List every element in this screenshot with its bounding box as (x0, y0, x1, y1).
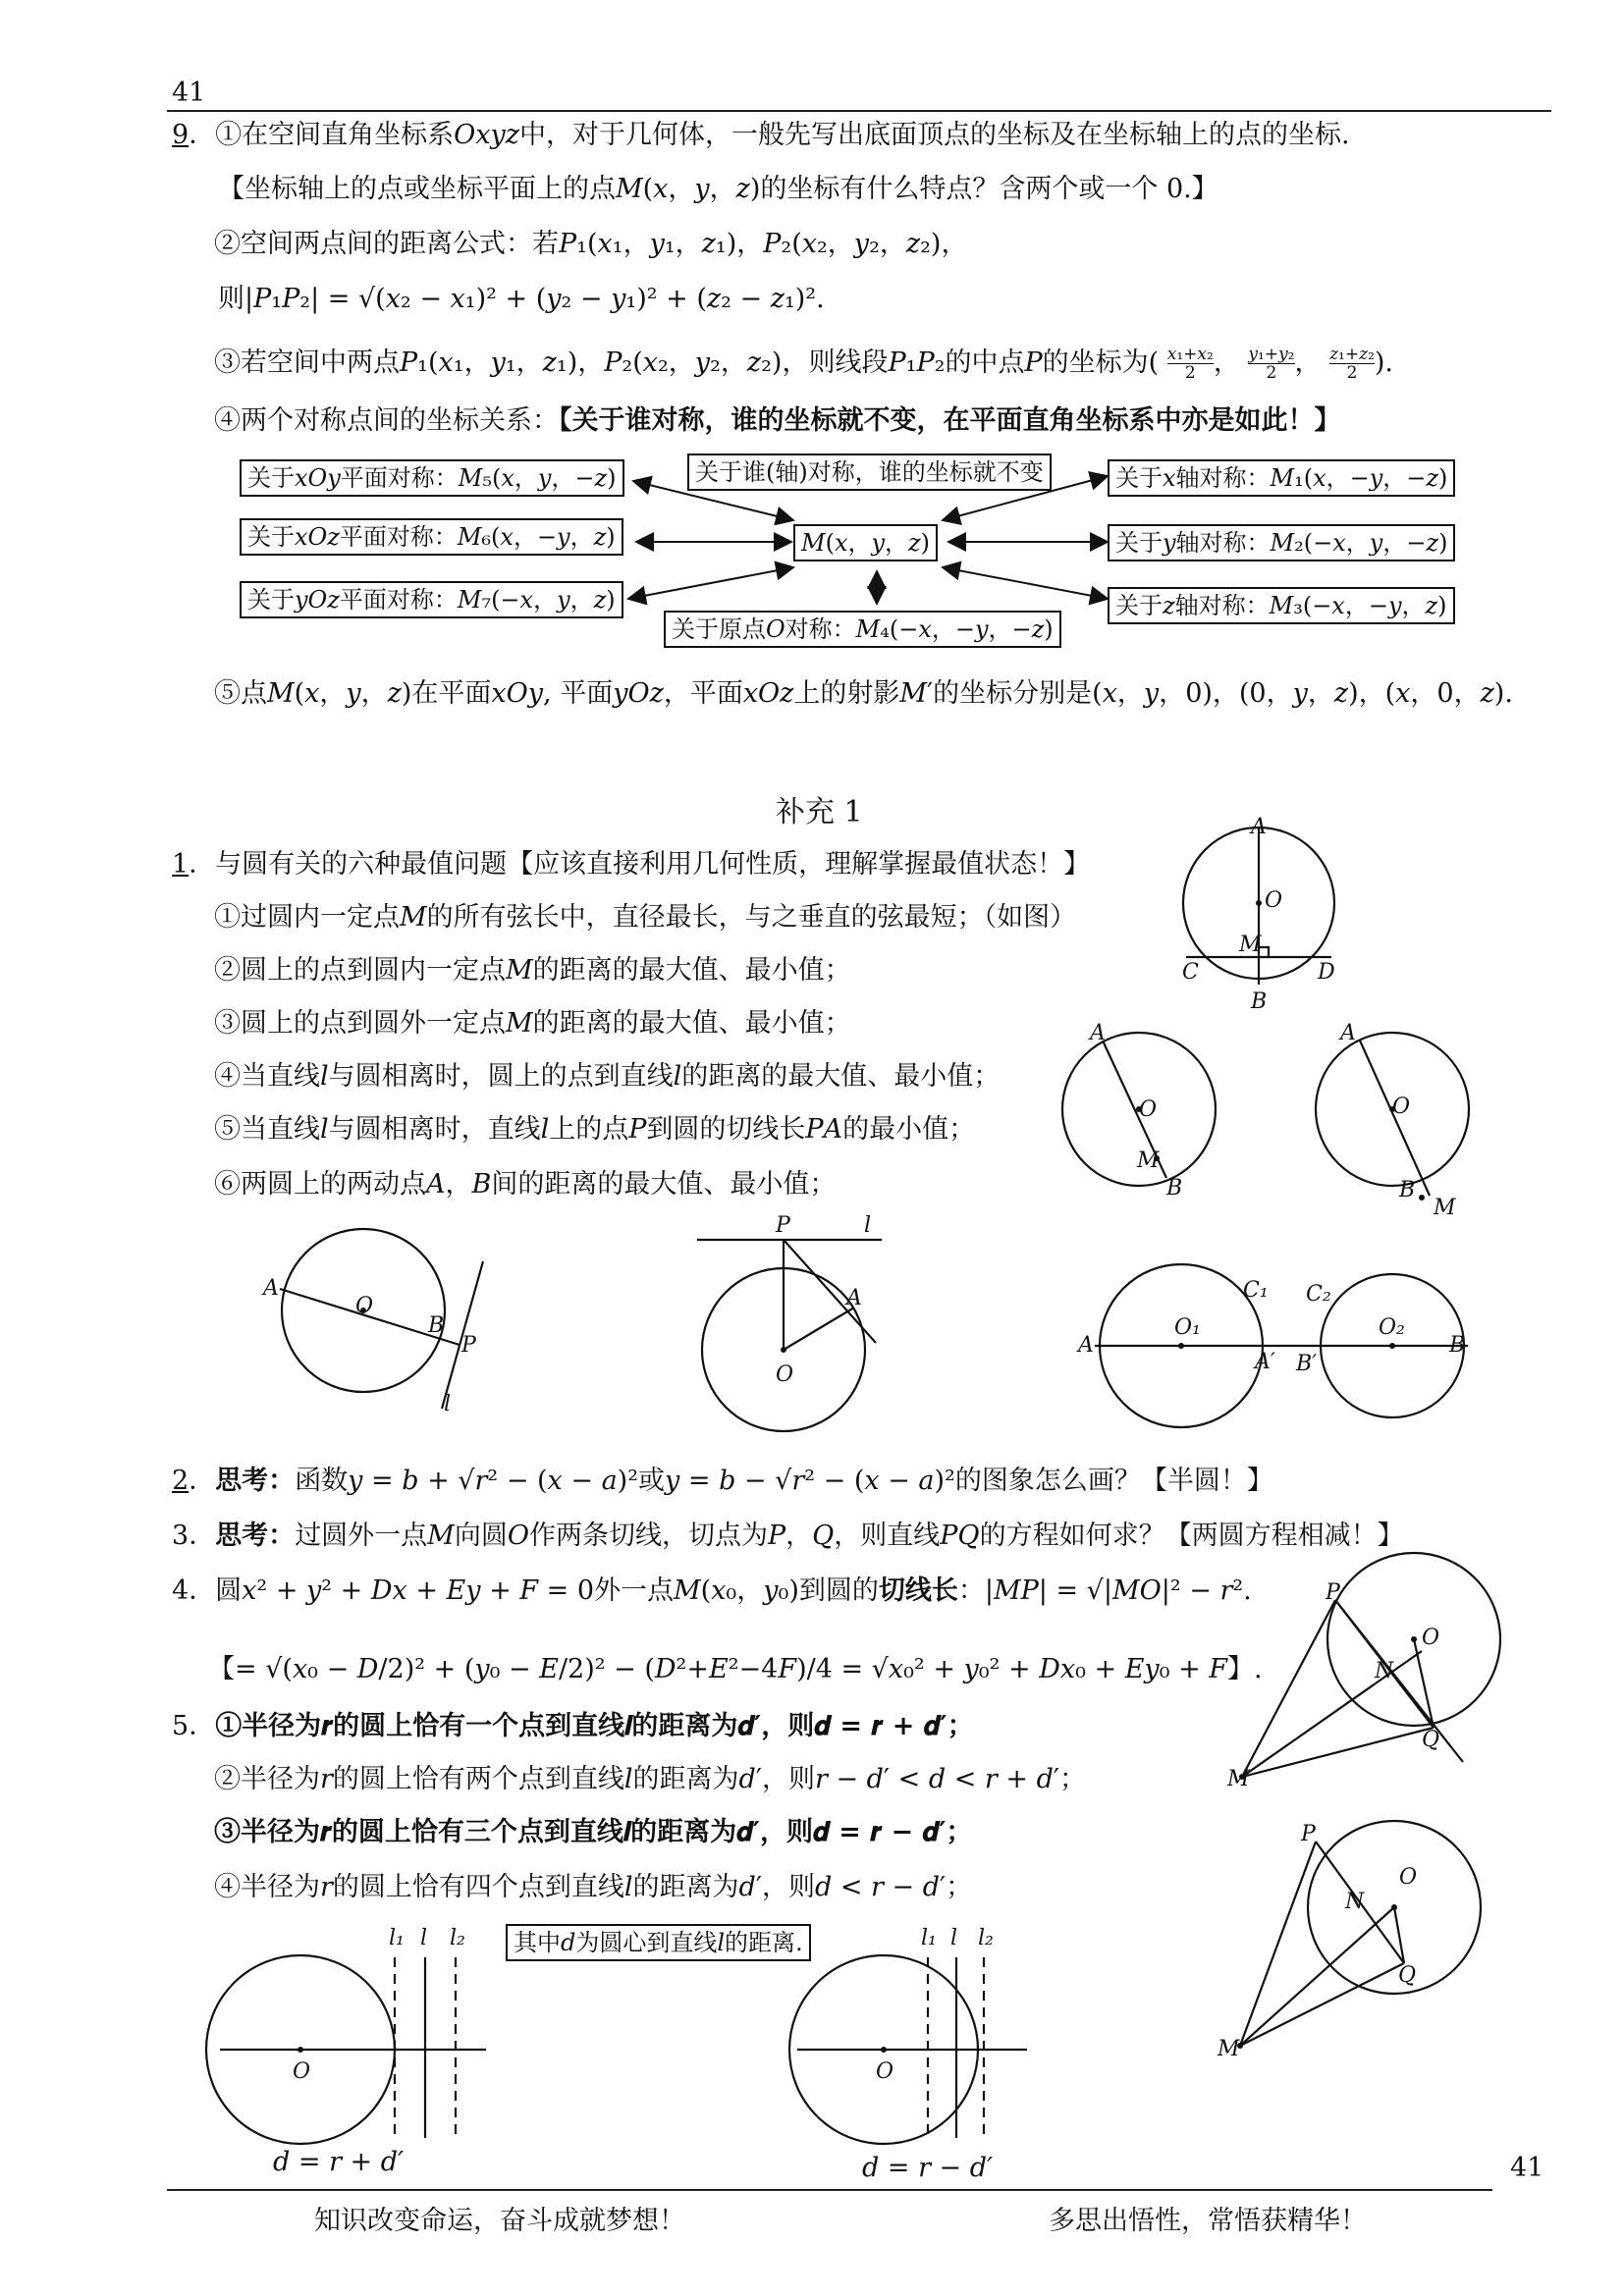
footer-right: 多思出悟性，常悟获精华！ (1049, 2206, 1367, 2236)
item1-line: ④当直线𝑙与圆相离时，圆上的点到直线𝑙的距离的最大值、最小值； (214, 1061, 1001, 1092)
label-Bp: 𝐵′ (1296, 1352, 1318, 1376)
label-M: 𝑀 (1239, 933, 1262, 957)
item5-line2: ②半径为𝑟的圆上恰有两个点到直线𝑙的距离为𝑑′，则𝑟 − 𝑑′ < 𝑑 < 𝑟 + 𝑑′； (214, 1764, 1087, 1794)
label-B: 𝐵 (1399, 1178, 1416, 1202)
label-P: 𝑃 (461, 1333, 476, 1358)
label-B: 𝐵 (1166, 1176, 1183, 1201)
label-O: 𝑂 (293, 2059, 311, 2084)
section9-line6: ④两个对称点间的坐标关系：【关于谁对称，谁的坐标就不变，在平面直角坐标系中亦是如此！】 (214, 405, 1341, 436)
label-P: 𝑃 (1326, 1580, 1340, 1605)
section9-line1: 9．①在空间直角坐标系𝑂𝑥𝑦𝑧中，对于几何体，一般先写出底面顶点的坐标及在坐标轴上的点的坐标. (172, 120, 1350, 150)
label-l2: 𝑙₂ (450, 1926, 465, 1950)
label-A: 𝐴 (1090, 1021, 1106, 1045)
label-O: 𝑂 (1392, 1095, 1411, 1119)
sym-yoz-box: 关于𝑦𝑂𝑧平面对称：𝑀₇(−𝑥，𝑦，𝑧) (240, 581, 623, 618)
label-B: 𝐵 (428, 1313, 445, 1338)
label-O2: 𝑂₂ (1379, 1315, 1405, 1340)
footer-left: 知识改变命运，奋斗成就梦想！ (314, 2206, 685, 2236)
label-C1: 𝐶₁ (1243, 1278, 1269, 1303)
label-A: 𝐴 (1340, 1021, 1356, 1045)
frac-z: 𝑧₁+𝑧₂ 2 (1329, 345, 1375, 383)
label-M: 𝑀 (1434, 1196, 1456, 1220)
caption-d2: 𝑑 = 𝑟 − 𝑑′ (862, 2153, 994, 2183)
section9-line2: 【坐标轴上的点或坐标平面上的点𝑀(𝑥，𝑦，𝑧)的坐标有什么特点？含两个或一个 0.】 (218, 174, 1218, 204)
label-l1: 𝑙₁ (921, 1926, 937, 1950)
section9-line3: ②空间两点间的距离公式：若𝑃₁(𝑥₁，𝑦₁，𝑧₁)，𝑃₂(𝑥₂，𝑦₂，𝑧₂)， (214, 229, 968, 259)
label-l1: 𝑙₁ (389, 1926, 405, 1950)
label-O: 𝑂 (1399, 1865, 1418, 1890)
label-l: 𝑙 (864, 1213, 872, 1238)
label-B: 𝐵 (1251, 989, 1268, 1014)
label-l: 𝑙 (420, 1926, 428, 1950)
footer-page-number: 41 (1510, 2153, 1544, 2183)
label-N: 𝑁 (1345, 1890, 1365, 1914)
label-O: 𝑂 (1422, 1626, 1440, 1650)
label-M: 𝑀 (1137, 1148, 1160, 1173)
sym-xoz-box: 关于𝑥𝑂𝑧平面对称：𝑀₆(𝑥，−𝑦，𝑧) (240, 518, 623, 556)
item5-line3: ③半径为𝒓的圆上恰有三个点到直线𝒍的距离为𝒅′，则𝒅 = 𝒓 − 𝒅′； (214, 1817, 973, 1847)
frac-x: 𝑥₁+𝑥₂ 2 (1166, 345, 1214, 383)
section9-line5: ③若空间中两点𝑃₁(𝑥₁，𝑦₁，𝑧₁)，𝑃₂(𝑥₂，𝑦₂，𝑧₂)，则线段𝑃₁𝑃₂的中点𝑃的坐标为( 𝑥₁+𝑥₂ 2 ， 𝑦₁+𝑦₂ 2 ， 𝑧₁+𝑧₂ 2 ). (214, 345, 1394, 383)
item1-title: 1．与圆有关的六种最值问题【应该直接利用几何性质，理解掌握最值状态！】 (172, 849, 1091, 880)
sym-xoy-box: 关于𝑥𝑂𝑦平面对称：𝑀₅(𝑥，𝑦，−𝑧) (240, 459, 624, 497)
label-P: 𝑃 (776, 1213, 790, 1238)
item4: 4．圆𝑥² + 𝑦² + 𝐷𝑥 + 𝐸𝑦 + 𝐹 = 0外一点𝑀(𝑥₀，𝑦₀)到圆的切线长：|𝑀𝑃| = √|𝑀𝑂|² − 𝑟². (172, 1575, 1252, 1606)
sym-xaxis-box: 关于𝑥轴对称：𝑀₁(𝑥，−𝑦，−𝑧) (1108, 459, 1455, 497)
sym-yaxis-box: 关于𝑦轴对称：𝑀₂(−𝑥，𝑦，−𝑧) (1108, 524, 1455, 561)
item5-note-box: 其中𝑑为圆心到直线𝑙的距离. (506, 1924, 811, 1961)
label-N: 𝑁 (1375, 1659, 1394, 1683)
caption-d1: 𝑑 = 𝑟 + 𝑑′ (273, 2147, 405, 2177)
item5-line4: ④半径为𝑟的圆上恰有四个点到直线𝑙的距离为𝑑′，则𝑑 < 𝑟 − 𝑑′； (214, 1872, 973, 1902)
label-O1: 𝑂₁ (1174, 1315, 1201, 1340)
label-P: 𝑃 (1301, 1822, 1316, 1846)
label-A: 𝐴 (1078, 1333, 1094, 1358)
header-page-number: 41 (172, 78, 206, 108)
label-M: 𝑀 (1227, 1767, 1250, 1791)
item3: 3．思考：过圆外一点𝑀向圆𝑂作两条切线，切点为𝑃，𝑄，则直线𝑃𝑄的方程如何求？【两圆方程相减！】 (172, 1521, 1404, 1551)
sym-center-box: 𝑀(𝑥，𝑦，𝑧) (793, 524, 938, 561)
sym-zaxis-box: 关于𝑧轴对称：𝑀₃(−𝑥，−𝑦，𝑧) (1108, 587, 1455, 624)
sym-origin-box: 关于原点𝑂对称：𝑀₄(−𝑥，−𝑦，−𝑧) (664, 611, 1061, 648)
item1-line: ③圆上的点到圆外一定点𝑀的距离的最大值、最小值； (214, 1008, 851, 1039)
label-l: 𝑙 (950, 1926, 958, 1950)
section9-line7: ⑤点𝑀(𝑥，𝑦，𝑧)在平面𝑥𝑂𝑦, 平面𝑦𝑂𝑧，平面𝑥𝑂𝑧上的射影𝑀′的坐标分别是(𝑥，𝑦，0)，(0，𝑦，𝑧)，(𝑥，0，𝑧). (214, 678, 1513, 709)
label-C2: 𝐶₂ (1306, 1282, 1331, 1307)
label-l: 𝑙 (444, 1392, 452, 1416)
label-O: 𝑂 (776, 1362, 794, 1387)
sym-note-box: 关于谁(轴)对称，谁的坐标就不变 (687, 454, 1052, 491)
item4-formula: 【= √(𝑥₀ − 𝐷/2)² + (𝑦₀ − 𝐸/2)² − (𝐷²+𝐸²−4𝐹)/4 = √𝑥₀² + 𝑦₀² + 𝐷𝑥₀ + 𝐸𝑦₀ + 𝐹】. (208, 1654, 1263, 1684)
label-D: 𝐷 (1318, 960, 1335, 985)
item5-line1: 5．①半径为𝒓的圆上恰有一个点到直线𝒍的距离为𝒅′，则𝒅 = 𝒓 + 𝒅′； (172, 1711, 974, 1741)
label-A: 𝐴 (846, 1286, 862, 1310)
item1-line: ⑥两圆上的两动点𝐴，𝐵间的距离的最大值、最小值； (214, 1169, 837, 1200)
label-B: 𝐵 (1449, 1333, 1466, 1358)
label-A: 𝐴 (1251, 815, 1267, 839)
item1-line: ⑤当直线𝑙与圆相离时，直线𝑙上的点𝑃到圆的切线长𝑃𝐴的最小值； (214, 1114, 976, 1145)
label-Q: 𝑄 (1422, 1728, 1440, 1752)
label-A: 𝐴 (263, 1276, 279, 1301)
item1-line: ②圆上的点到圆内一定点𝑀的距离的最大值、最小值； (214, 955, 851, 986)
label-M: 𝑀 (1218, 2037, 1240, 2061)
label-Q: 𝑄 (1398, 1963, 1417, 1988)
label-O: 𝑂 (1139, 1097, 1158, 1122)
label-O: 𝑂 (876, 2059, 894, 2084)
supplement-title: 补充 1 (776, 795, 863, 829)
item1-line: ①过圆内一定点𝑀的所有弦长中，直径最长，与之垂直的弦最短；（如图） (214, 902, 1077, 933)
section9-line4: 则|𝑃₁𝑃₂| = √(𝑥₂ − 𝑥₁)² + (𝑦₂ − 𝑦₁)² + (𝑧₂ − 𝑧₁)². (218, 284, 825, 314)
label-l2: 𝑙₂ (978, 1926, 994, 1950)
label-O: 𝑂 (355, 1294, 374, 1318)
label-Ap: 𝐴′ (1255, 1350, 1275, 1374)
frac-y: 𝑦₁+𝑦₂ 2 (1248, 345, 1295, 383)
label-O: 𝑂 (1265, 888, 1283, 913)
label-C: 𝐶 (1182, 960, 1199, 985)
item2: 2．思考：函数𝑦 = 𝑏 + √𝑟² − (𝑥 − 𝑎)²或𝑦 = 𝑏 − √𝑟² − (𝑥 − 𝑎)²的图象怎么画？【半圆！】 (172, 1466, 1273, 1496)
footer-rule (167, 2189, 1492, 2191)
